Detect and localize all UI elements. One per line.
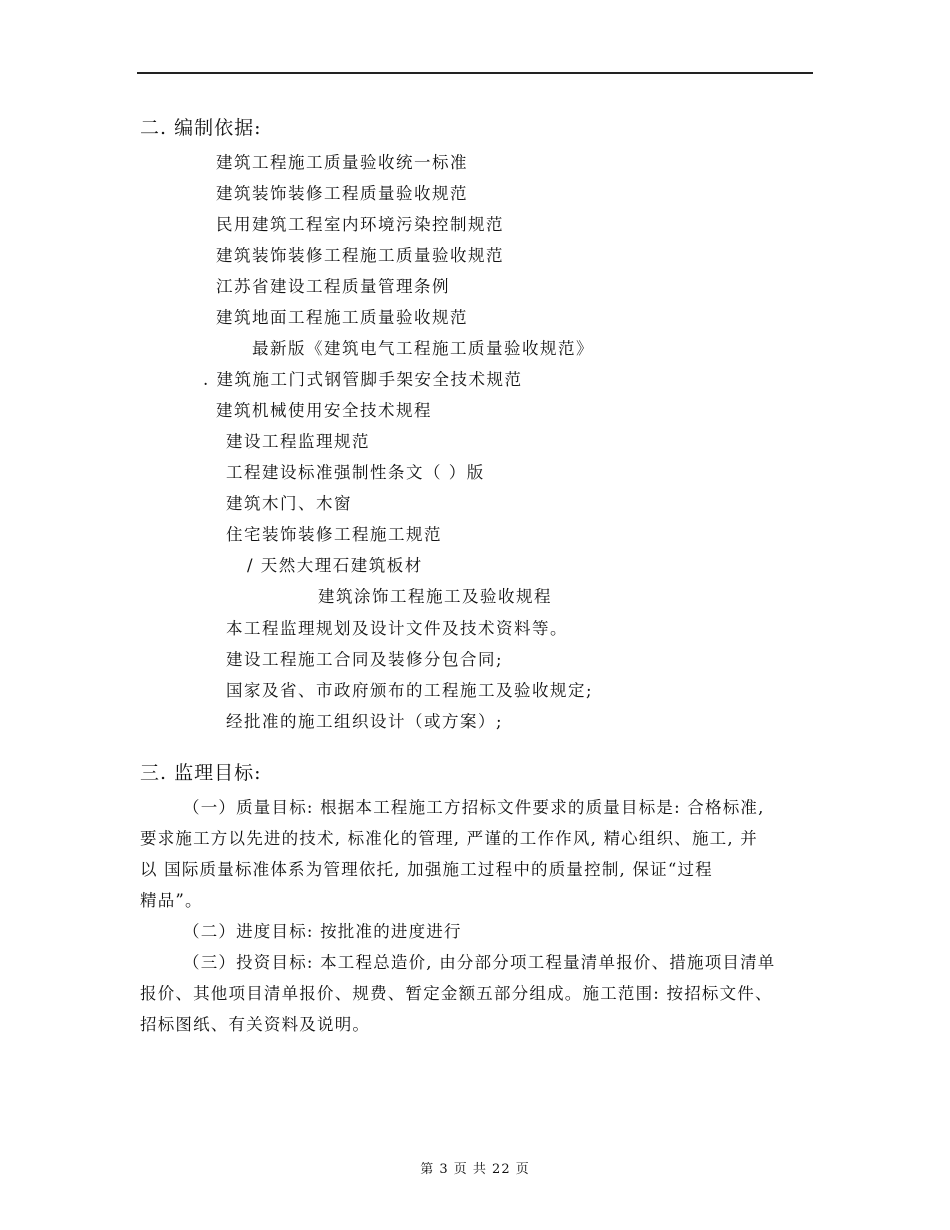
goal-paragraph-line: （一）质量目标: 根据本工程施工方招标文件要求的质量目标是: 合格标准, <box>183 798 765 817</box>
basis-item: 最新版《建筑电气工程施工质量验收规范》 <box>252 339 594 358</box>
basis-item: 住宅装饰装修工程施工规范 <box>226 525 442 544</box>
basis-item: 建筑地面工程施工质量验收规范 <box>216 308 468 327</box>
section-2-heading: 二. 编制依据: <box>140 117 262 139</box>
goal-paragraph-line: 招标图纸、有关资料及说明。 <box>140 1015 371 1034</box>
basis-item: 建筑工程施工质量验收统一标准 <box>216 153 468 172</box>
goal-paragraph-line: 精品”。 <box>140 891 203 910</box>
goal-paragraph-line: 报价、其他项目清单报价、规费、暂定金额五部分组成。施工范围: 按招标文件、 <box>140 984 773 1003</box>
goal-paragraph-line: 要求施工方以先进的技术, 标准化的管理, 严谨的工作作风, 精心组织、施工, 并 <box>140 829 758 848</box>
basis-item: 建筑涂饰工程施工及验收规程 <box>318 587 552 606</box>
goal-paragraph-line: 以 国际质量标准体系为管理依托, 加强施工过程中的质量控制, 保证“过程 <box>140 860 713 879</box>
section-3-heading: 三. 监理目标: <box>140 762 262 784</box>
basis-item: 工程建设标准强制性条文（ ）版 <box>226 463 485 482</box>
basis-item: 建筑木门、木窗 <box>226 494 352 513</box>
basis-item: 建筑装饰装修工程施工质量验收规范 <box>216 246 504 265</box>
basis-item: 建设工程施工合同及装修分包合同; <box>226 650 504 669</box>
basis-item: 建筑机械使用安全技术规程 <box>216 401 432 420</box>
basis-item: 经批准的施工组织设计（或方案）; <box>226 712 504 731</box>
goal-paragraph-line: （二）进度目标: 按批准的进度进行 <box>183 922 462 941</box>
basis-item: / 天然大理石建筑板材 <box>247 556 423 575</box>
basis-item: 本工程监理规划及设计文件及技术资料等。 <box>226 619 568 638</box>
basis-item: . 建筑施工门式钢管脚手架安全技术规范 <box>203 370 523 389</box>
basis-item: 江苏省建设工程质量管理条例 <box>216 277 450 296</box>
header-rule <box>137 72 813 74</box>
goal-paragraph-line: （三）投资目标: 本工程总造价, 由分部分项工程量清单报价、措施项目清单 <box>183 953 776 972</box>
basis-item: 国家及省、市政府颁布的工程施工及验收规定; <box>226 681 594 700</box>
basis-item: 建设工程监理规范 <box>226 432 370 451</box>
page-number-footer: 第 3 页 共 22 页 <box>420 1162 530 1177</box>
basis-item: 民用建筑工程室内环境污染控制规范 <box>216 215 504 234</box>
basis-item: 建筑装饰装修工程质量验收规范 <box>216 184 468 203</box>
